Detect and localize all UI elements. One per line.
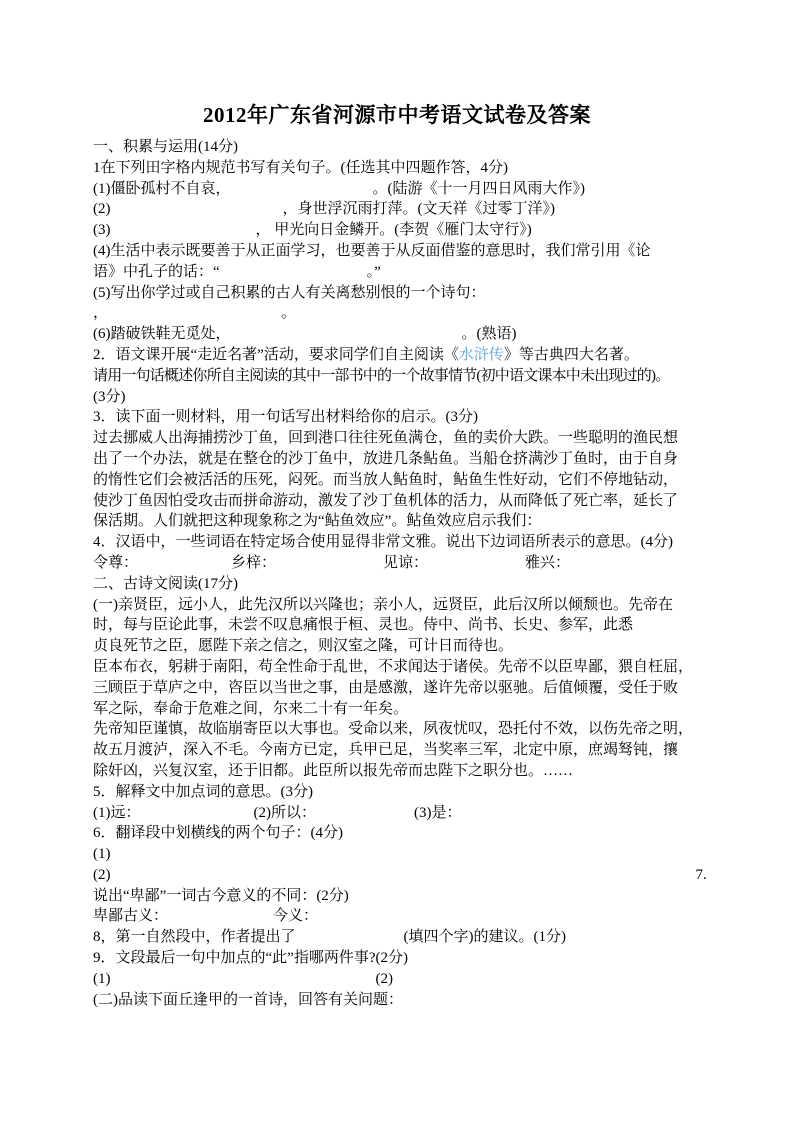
text-segment: 除奸凶，兴复汉室，还于旧都。此臣所以报先帝而忠陛下之职分也。…… xyxy=(93,762,574,779)
text-line xyxy=(93,823,713,844)
text-segment: 7. xyxy=(695,866,707,883)
text-line xyxy=(93,553,713,574)
text-line xyxy=(93,241,713,262)
text-segment: ， xyxy=(93,305,109,322)
text-segment: 雅兴： xyxy=(525,554,571,571)
text-segment: 》等古典四大名著。 xyxy=(503,346,639,363)
page-title: 2012年广东省河源市中考语文试卷及答案 xyxy=(203,103,591,127)
answer-blank-space xyxy=(111,878,696,879)
text-segment: 出了一个办法，就是在整仓的沙丁鱼中，放进几条鲇鱼。当船仓挤满沙丁鱼时，由于自身 xyxy=(93,450,679,467)
text-segment: 乡梓： xyxy=(231,554,277,571)
text-segment: 使沙丁鱼因怕受攻击而拼命游动，激发了沙丁鱼机体的活力，从而降低了死亡率，延长了 xyxy=(93,492,679,509)
text-segment: 。 xyxy=(281,305,297,322)
text-segment: 令尊： xyxy=(93,554,139,571)
text-line xyxy=(93,927,713,948)
text-line xyxy=(93,719,713,740)
text-line xyxy=(93,220,713,241)
text-segment: 请用一句话概述你所自主阅读的其中一部书中的一个故事情节(初中语文课本中未出现过的)。 xyxy=(93,367,670,384)
text-line xyxy=(93,158,713,179)
text-segment: 二、古诗文阅读(17分) xyxy=(93,575,238,592)
text-segment: (5)写出你学过或自己积累的古人有关离愁别恨的一个诗句： xyxy=(93,284,486,301)
text-segment: 3．读下面一则材料，用一句话写出材料给你的启示。(3分) xyxy=(93,409,478,426)
text-segment: (3分) xyxy=(93,388,126,405)
text-segment: 1在下列田字格内规范书写有关句子。(任选其中四题作答，4分) xyxy=(93,159,508,176)
text-segment: 6．翻译段中划横线的两个句子：(4分) xyxy=(93,825,343,842)
text-line xyxy=(93,761,713,782)
answer-blank-space xyxy=(316,816,414,817)
text-segment: (1)僵卧孤村不自哀， xyxy=(93,180,231,197)
text-line xyxy=(93,532,713,553)
answer-blank-space xyxy=(111,212,283,213)
answer-blank-space xyxy=(220,275,367,276)
text-line xyxy=(93,699,713,720)
text-line xyxy=(93,844,713,865)
text-segment: (3)是： xyxy=(414,804,462,821)
document-lines xyxy=(93,137,713,1010)
answer-blank-space xyxy=(231,192,373,193)
text-line xyxy=(93,262,713,283)
text-line xyxy=(93,449,713,470)
text-line xyxy=(93,491,713,512)
text-line xyxy=(93,366,713,387)
text-line xyxy=(93,657,713,678)
text-line xyxy=(93,886,713,907)
text-segment: ， 甲光向日金鳞开。(李贺《雁门太守行》) xyxy=(255,222,532,239)
text-segment: (3) xyxy=(93,222,111,239)
text-segment: 先帝知臣谨慎，故临崩寄臣以大事也。受命以来，夙夜忧叹，恐托付不效，以伤先帝之明， xyxy=(93,721,694,738)
text-segment: 时，每与臣论此事，未尝不叹息痛恨于桓、灵也。侍中、尚书、长史、参军，此悉 xyxy=(93,617,634,634)
text-segment: (4)生活中表示既要善于从正面学习，也要善于从反面借鉴的意思时，我们常引用《论 xyxy=(93,242,651,259)
text-segment: 臣本布衣，躬耕于南阳，苟全性命于乱世，不求闻达于诸侯。先帝不以臣卑鄙，猥自枉屈， xyxy=(93,658,694,675)
text-line xyxy=(93,615,713,636)
text-segment: (2)所以： xyxy=(253,804,316,821)
text-segment: 保活期。人们就把这种现象称之为“鲇鱼效应”。鲇鱼效应启示我们： xyxy=(93,513,542,530)
answer-blank-space xyxy=(108,316,281,317)
text-segment: 故五月渡泸，深入不毛。今南方已定，兵甲已足，当奖率三军，北定中原，庶竭驽钝，攘 xyxy=(93,742,679,759)
text-segment: (2) xyxy=(93,866,111,883)
answer-blank-space xyxy=(428,566,525,567)
text-line xyxy=(93,678,713,699)
text-segment: 5．解释文中加点词的意思。(3分) xyxy=(93,783,313,800)
shuihuzhuan-link[interactable]: 水浒传 xyxy=(458,346,504,363)
text-line xyxy=(93,948,713,969)
text-line xyxy=(93,636,713,657)
text-segment: 见谅： xyxy=(383,554,429,571)
text-segment: (1)远： xyxy=(93,804,141,821)
text-line xyxy=(93,574,713,595)
answer-blank-space xyxy=(141,816,254,817)
answer-blank-space xyxy=(276,566,383,567)
text-line xyxy=(93,990,713,1011)
text-line xyxy=(93,969,713,990)
text-segment: 军之际，奉命于危难之间，尔来二十有一年矣。 xyxy=(93,700,409,717)
text-segment: 今义： xyxy=(273,908,319,925)
text-line xyxy=(93,407,713,428)
text-segment: 。(熟语) xyxy=(461,326,517,343)
text-line xyxy=(93,199,713,220)
text-line xyxy=(93,865,713,886)
text-line xyxy=(93,387,713,408)
text-segment: (二)品读下面丘逢甲的一首诗，回答有关问题： xyxy=(93,991,403,1008)
text-segment: (6)踏破铁鞋无觅处， xyxy=(93,326,231,343)
text-segment: (填四个字)的建议。(1分) xyxy=(403,929,566,946)
text-line xyxy=(93,511,713,532)
text-segment: (1) xyxy=(93,970,111,987)
answer-blank-space xyxy=(296,940,404,941)
text-line xyxy=(93,782,713,803)
answer-blank-space xyxy=(111,982,376,983)
text-line xyxy=(93,470,713,491)
text-segment: (一)亲贤臣，远小人，此先汉所以兴隆也；亲小人，远贤臣，此后汉所以倾颓也。先帝在 xyxy=(93,596,673,613)
text-segment: ，身世浮沉雨打萍。(文天祥《过零丁洋》) xyxy=(282,201,555,218)
text-segment: 过去挪威人出海捕捞沙丁鱼，回到港口往往死鱼满仓，鱼的卖价大跌。一些聪明的渔民想 xyxy=(93,430,679,447)
text-line xyxy=(93,345,713,366)
text-line xyxy=(93,428,713,449)
text-line xyxy=(93,324,713,345)
text-segment: (2) xyxy=(375,970,393,987)
text-segment: 8，第一自然段中，作者提出了 xyxy=(93,929,296,946)
text-segment: 的惰性它们会被活活的压死，闷死。而当放人鲇鱼时，鲇鱼生性好动，它们不停地钻动， xyxy=(93,471,679,488)
text-segment: 。(陆游《十一月四日风雨大作》) xyxy=(372,180,585,197)
text-segment: 2．语文课开展“走近名著”活动，要求同学们自主阅读《 xyxy=(93,346,459,363)
text-line xyxy=(93,283,713,304)
text-segment: 说出“卑鄙”一词古今意义的不同：(2分) xyxy=(93,887,349,904)
text-segment: 一、积累与运用(14分) xyxy=(93,139,238,155)
text-line xyxy=(93,803,713,824)
answer-blank-space xyxy=(138,566,231,567)
answer-blank-space xyxy=(168,919,273,920)
text-line xyxy=(93,906,713,927)
text-line xyxy=(93,740,713,761)
text-segment: 贞良死节之臣，愿陛下亲之信之，则汉室之隆，可计日而待也。 xyxy=(93,638,514,655)
text-segment: 4．汉语中，一些词语在特定场合使用显得非常文雅。说出下边词语所表示的意思。(4分) xyxy=(93,534,673,551)
text-segment: 9．文段最后一句中加点的“此”指哪两件事?(2分) xyxy=(93,950,408,967)
text-segment: 语》中孔子的话：“ xyxy=(93,263,220,280)
text-segment: 三顾臣于草庐之中，咨臣以当世之事，由是感激，遂许先帝以驱驰。后值倾覆，受任于败 xyxy=(93,679,679,696)
answer-blank-space xyxy=(111,233,256,234)
answer-blank-space xyxy=(231,337,462,338)
text-line xyxy=(93,595,713,616)
text-line xyxy=(93,137,713,158)
text-segment: (1) xyxy=(93,846,111,863)
text-line xyxy=(93,179,713,200)
text-segment: 。” xyxy=(366,263,381,280)
text-segment: (2) xyxy=(93,201,111,218)
text-line xyxy=(93,303,713,324)
text-segment: 卑鄙古义： xyxy=(93,908,169,925)
